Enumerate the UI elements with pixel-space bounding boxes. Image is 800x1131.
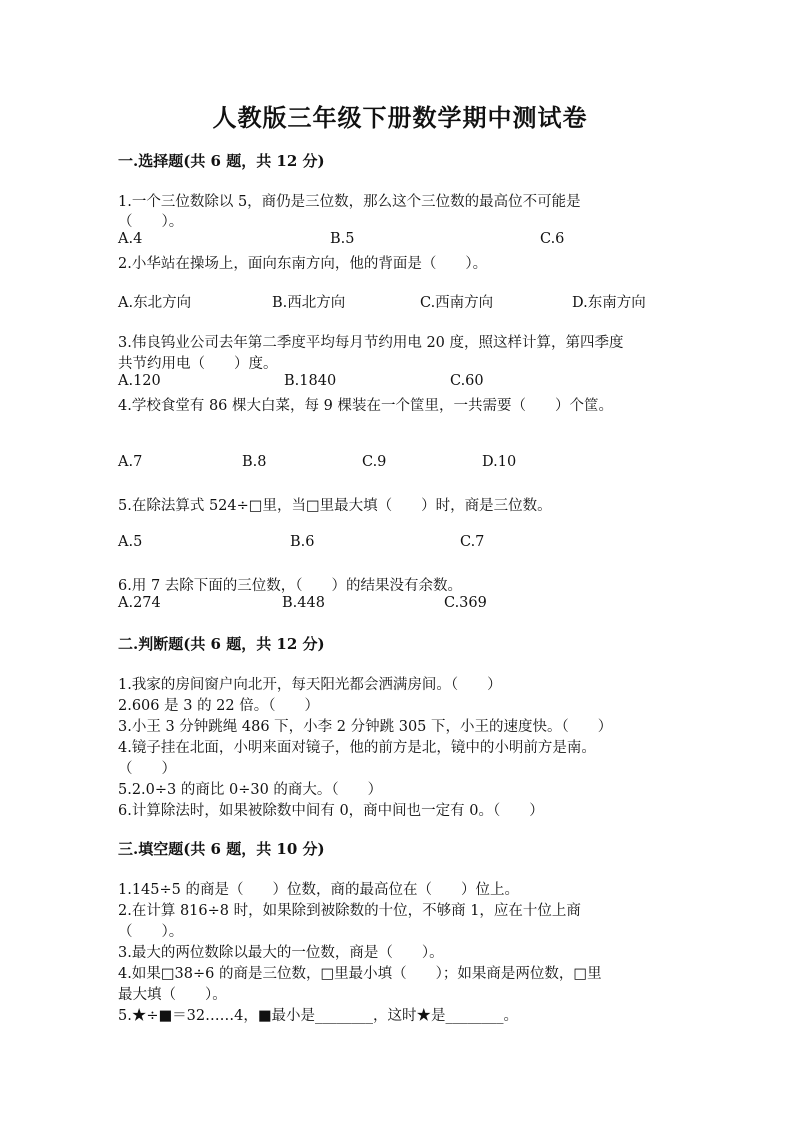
- question-line: （ ）。: [118, 214, 184, 230]
- option: C.西南方向: [420, 295, 494, 311]
- question-line: 1.我家的房间窗户向北开，每天阳光都会洒满房间。（ ）: [118, 677, 502, 693]
- question-line: 5.2.0÷3 的商比 0÷30 的商大。（ ）: [118, 782, 383, 798]
- option: A.7: [118, 454, 143, 470]
- question-line: 2.小华站在操场上，面向东南方向，他的背面是（ ）。: [118, 256, 488, 272]
- option: D.东南方向: [572, 295, 646, 311]
- question-line: 1.145÷5 的商是（ ）位数，商的最高位在（ ）位上。: [118, 882, 519, 898]
- question-line: 共节约用电（ ）度。: [118, 356, 278, 372]
- option: A.274: [118, 595, 161, 611]
- question-line: 最大填（ ）。: [118, 987, 227, 1003]
- option: D.10: [482, 454, 517, 470]
- option: B.西北方向: [272, 295, 346, 311]
- option: C.7: [460, 534, 485, 550]
- section-heading-fill: 三.填空题(共 6 题，共 10 分): [118, 840, 325, 858]
- page-title: 人教版三年级下册数学期中测试卷: [212, 103, 588, 132]
- option: B.1840: [284, 373, 337, 389]
- question-line: 4.如果□38÷6 的商是三位数，□里最小填（ ）；如果商是两位数，□里: [118, 966, 602, 982]
- question-line: 4.学校食堂有 86 棵大白菜，每 9 棵装在一个筐里，一共需要（ ）个筐。: [118, 398, 613, 414]
- question-line: 4.镜子挂在北面，小明来面对镜子，他的前方是北，镜中的小明前方是南。: [118, 740, 596, 756]
- option: C.369: [444, 595, 487, 611]
- question-line: （ ）: [118, 761, 176, 777]
- option: C.6: [540, 231, 565, 247]
- question-line: 5.★÷■＝32……4，■最小是________，这时★是________。: [118, 1008, 519, 1024]
- option: A.东北方向: [118, 295, 192, 311]
- question-line: 2.606 是 3 的 22 倍。（ ）: [118, 698, 319, 714]
- option: C.9: [362, 454, 387, 470]
- option: A.4: [118, 231, 143, 247]
- question-line: 6.计算除法时，如果被除数中间有 0，商中间也一定有 0。（ ）: [118, 803, 544, 819]
- question-line: 3.伟良钨业公司去年第二季度平均每月节约用电 20 度，照这样计算，第四季度: [118, 335, 624, 351]
- option: B.5: [330, 231, 355, 247]
- question-line: 3.最大的两位数除以最大的一位数，商是（ ）。: [118, 945, 444, 961]
- option: B.6: [290, 534, 315, 550]
- section-heading-judgement: 二.判断题(共 6 题，共 12 分): [118, 635, 325, 653]
- option: B.8: [242, 454, 267, 470]
- option: C.60: [450, 373, 484, 389]
- question-line: 3.小王 3 分钟跳绳 486 下，小李 2 分钟跳 305 下，小王的速度快。（ ）: [118, 719, 613, 735]
- question-line: 2.在计算 816÷8 时，如果除到被除数的十位，不够商 1，应在十位上商: [118, 903, 581, 919]
- option: A.120: [118, 373, 161, 389]
- section-heading-choice: 一.选择题(共 6 题，共 12 分): [118, 152, 325, 170]
- question-line: 6.用 7 去除下面的三位数，（ ）的结果没有余数。: [118, 578, 463, 594]
- question-line: 1.一个三位数除以 5，商仍是三位数，那么这个三位数的最高位不可能是: [118, 194, 581, 210]
- question-line: （ ）。: [118, 924, 184, 940]
- question-line: 5.在除法算式 524÷□里，当□里最大填（ ）时，商是三位数。: [118, 498, 552, 514]
- option: A.5: [118, 534, 143, 550]
- option: B.448: [282, 595, 325, 611]
